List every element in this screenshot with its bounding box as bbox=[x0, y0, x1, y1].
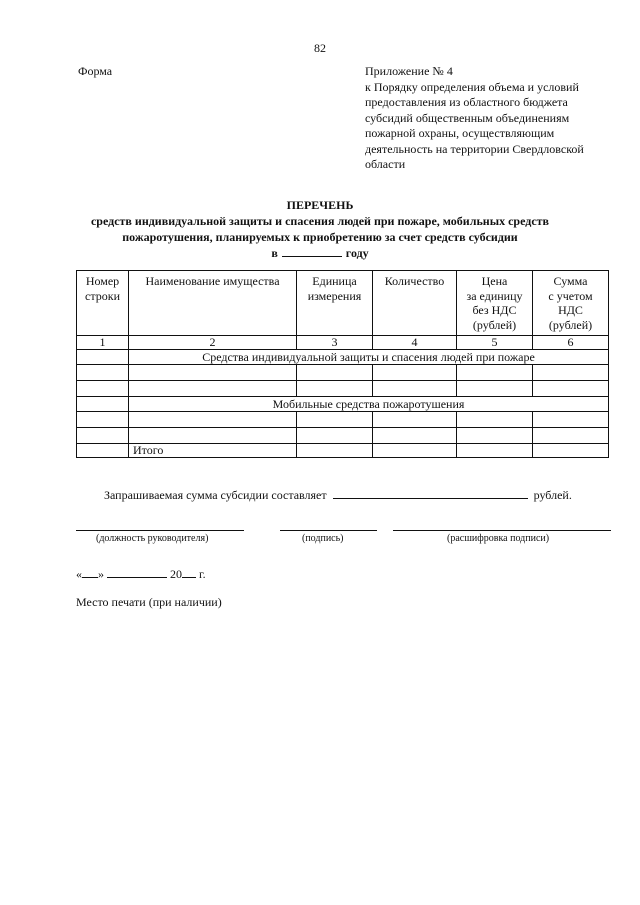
total-row bbox=[77, 444, 609, 458]
table-cell bbox=[457, 381, 533, 397]
total-label: Итого bbox=[129, 444, 297, 458]
table-cell bbox=[129, 412, 297, 428]
document-subtitle-line: пожаротушения, планируемых к приобретению за счет средств субсидии bbox=[122, 230, 518, 244]
year-blank bbox=[282, 246, 342, 257]
table-cell bbox=[77, 412, 129, 428]
table-cell bbox=[533, 444, 609, 458]
table-cell bbox=[457, 428, 533, 444]
table-cell bbox=[457, 444, 533, 458]
requested-amount-suffix: рублей. bbox=[533, 488, 572, 502]
table-cell bbox=[297, 381, 373, 397]
table-row bbox=[77, 428, 609, 444]
table-cell bbox=[533, 365, 609, 381]
header-row-number: Номер строки bbox=[77, 271, 129, 336]
page-number: 82 bbox=[314, 41, 326, 55]
column-number: 1 bbox=[77, 336, 129, 350]
table-cell bbox=[77, 381, 129, 397]
date-open-quote: « bbox=[76, 567, 82, 581]
appendix-block bbox=[365, 64, 615, 173]
column-number: 4 bbox=[373, 336, 457, 350]
table-cell bbox=[373, 365, 457, 381]
year-line bbox=[0, 246, 640, 261]
header-unit: Единица измерения bbox=[297, 271, 373, 336]
table-cell bbox=[457, 412, 533, 428]
table-row bbox=[77, 412, 609, 428]
requested-amount-blank bbox=[333, 487, 528, 499]
table-cell bbox=[129, 381, 297, 397]
table-cell bbox=[533, 428, 609, 444]
appendix-line: пожарной охраны, осуществляющим bbox=[365, 126, 555, 140]
column-number: 5 bbox=[457, 336, 533, 350]
section-spacer bbox=[77, 350, 129, 365]
form-label: Форма bbox=[78, 64, 113, 78]
year-prefix-20: 20 bbox=[170, 567, 182, 581]
table-cell bbox=[77, 365, 129, 381]
table-cell bbox=[77, 428, 129, 444]
column-number-row bbox=[77, 336, 609, 350]
year-prefix: в bbox=[271, 246, 278, 260]
goods-table bbox=[76, 270, 609, 458]
appendix-line: деятельность на территории Свердловской bbox=[365, 141, 584, 156]
date-close-quote: » bbox=[98, 567, 104, 581]
header-quantity: Количество bbox=[373, 271, 457, 336]
position-label: (должность руководителя) bbox=[96, 533, 209, 544]
date-line bbox=[76, 566, 206, 582]
table-cell bbox=[129, 428, 297, 444]
appendix-line: Приложение № 4 bbox=[365, 64, 453, 78]
header-item-name: Наименование имущества bbox=[129, 271, 297, 336]
decoding-label: (расшифровка подписи) bbox=[447, 533, 550, 544]
day-blank bbox=[82, 566, 98, 578]
section-spacer bbox=[77, 397, 129, 412]
table-cell bbox=[373, 381, 457, 397]
table-cell bbox=[373, 444, 457, 458]
table-header-row bbox=[77, 271, 609, 336]
document-subtitle-line: средств индивидуальной защиты и спасения людей при пожаре, мобильных средств bbox=[90, 214, 550, 228]
stamp-place-label: Место печати (при наличии) bbox=[76, 595, 222, 609]
table-cell bbox=[297, 365, 373, 381]
header-sum: Сумма с учетом НДС (рублей) bbox=[533, 271, 609, 336]
table-cell bbox=[373, 428, 457, 444]
table-cell bbox=[77, 444, 129, 458]
requested-amount-prefix: Запрашиваемая сумма субсидии составляет bbox=[104, 488, 327, 502]
table-cell bbox=[297, 444, 373, 458]
table-cell bbox=[533, 412, 609, 428]
table-cell bbox=[297, 412, 373, 428]
appendix-line: области bbox=[365, 157, 406, 171]
section-row bbox=[77, 350, 609, 365]
section-title-protection: Средства индивидуальной защиты и спасения людей при пожаре bbox=[129, 350, 609, 365]
column-number: 2 bbox=[129, 336, 297, 350]
year-blank-digits bbox=[182, 566, 196, 578]
section-row bbox=[77, 397, 609, 412]
year-suffix: году bbox=[345, 246, 369, 260]
appendix-line: к Порядку определения объема и условий bbox=[365, 79, 579, 94]
year-suffix-g: г. bbox=[199, 567, 206, 581]
document-title: ПЕРЕЧЕНЬ bbox=[286, 198, 354, 212]
month-blank bbox=[107, 566, 167, 578]
decoding-signature-line bbox=[393, 530, 611, 531]
requested-amount-line bbox=[104, 487, 572, 503]
appendix-line: предоставления из областного бюджета bbox=[365, 95, 568, 109]
table-row bbox=[77, 365, 609, 381]
table-cell bbox=[373, 412, 457, 428]
section-title-mobile: Мобильные средства пожаротушения bbox=[129, 397, 609, 412]
signature-label: (подпись) bbox=[302, 533, 344, 544]
column-number: 6 bbox=[533, 336, 609, 350]
header-price: Цена за единицу без НДС (рублей) bbox=[457, 271, 533, 336]
position-signature-line bbox=[76, 530, 244, 531]
table-cell bbox=[457, 365, 533, 381]
table-cell bbox=[297, 428, 373, 444]
table-cell bbox=[129, 365, 297, 381]
column-number: 3 bbox=[297, 336, 373, 350]
table-row bbox=[77, 381, 609, 397]
signature-line bbox=[280, 530, 377, 531]
table-cell bbox=[533, 381, 609, 397]
appendix-line: субсидий общественным объединениям bbox=[365, 110, 570, 125]
